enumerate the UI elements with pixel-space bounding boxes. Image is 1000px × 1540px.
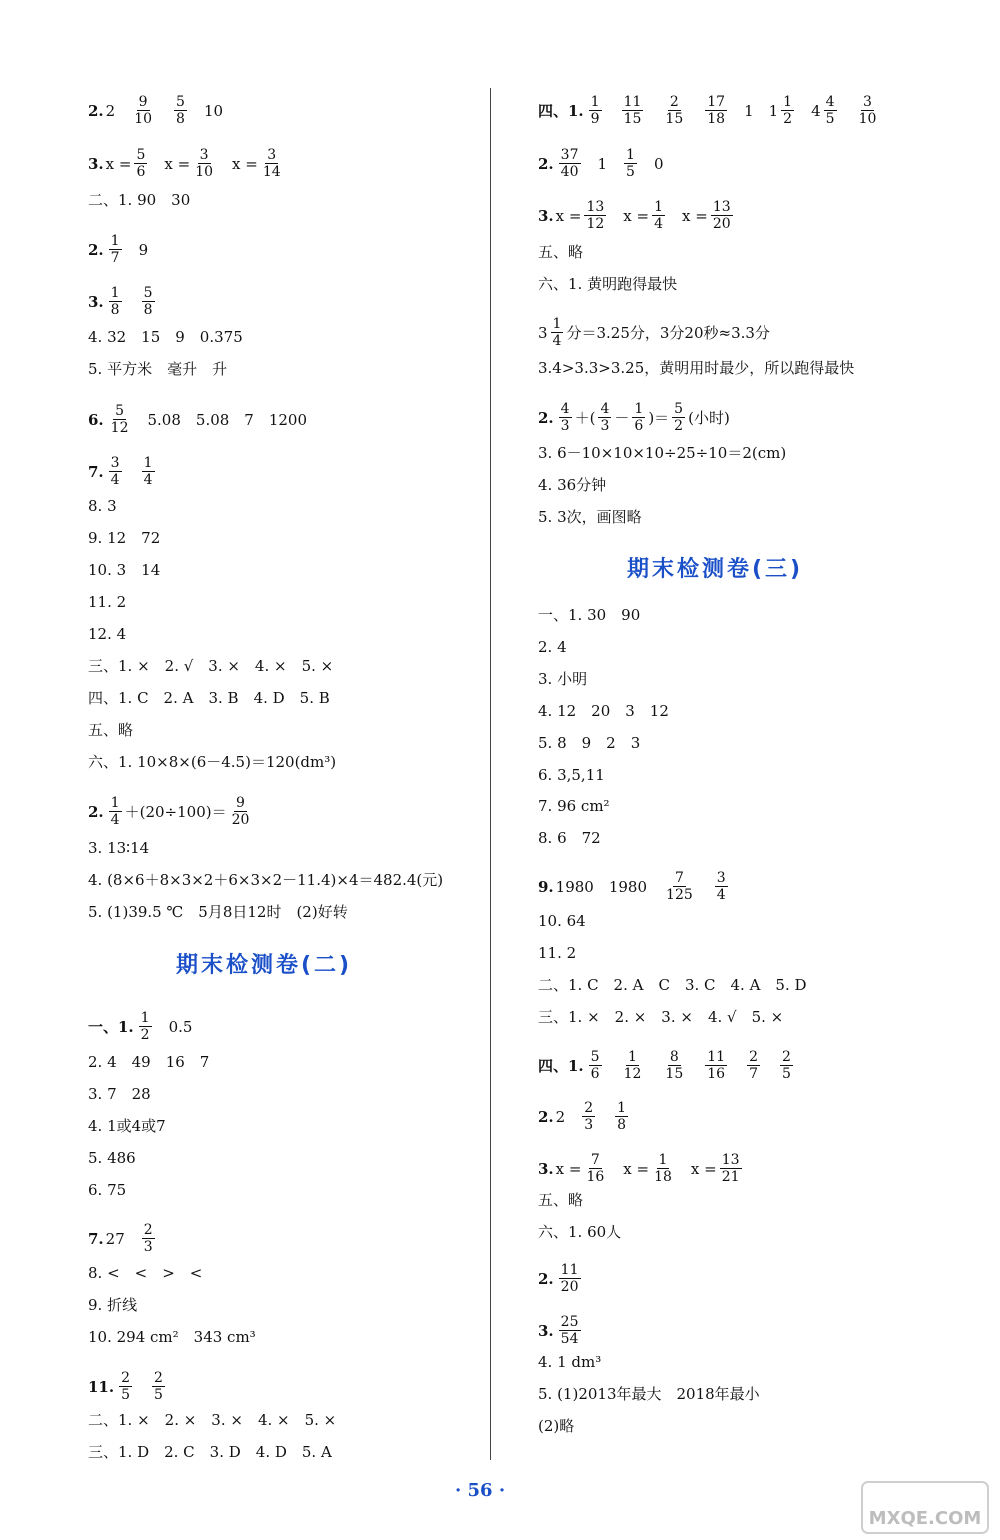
fraction: $\frac{7}{16}$ [586,1152,605,1185]
fraction: $\frac{1}{7}$ [110,233,120,266]
fraction: $\frac{1}{4}$ [143,455,153,488]
fraction: $\frac{3}{10}$ [195,147,214,180]
answer-line: 四、1. $\frac{5}{6}$ $\frac{1}{12}$ $\frac{8}{15}$ $\frac{11}{16}$ $\frac{2}{7}$ $\frac{2}{5}$ [538,1049,796,1082]
answer-line: 5. 3次，画图略 [538,508,642,526]
fraction: $\frac{2}{5}$ [154,1370,163,1403]
answer-line: 3 $\frac{1}{4}$ 分＝3.25分，3分20秒≈3.3分 [538,316,770,349]
answer-line: 2. $\frac{11}{20}$ [538,1262,579,1295]
fraction: $\frac{5}{6}$ [590,1049,600,1082]
fraction: $\frac{5}{2}$ [674,401,684,434]
fraction: $\frac{13}{21}$ [721,1152,740,1185]
section-heading: 期末检测卷(三) [627,557,804,582]
watermark-logo-icon [860,1480,990,1535]
page-number: · 56 · [455,1480,506,1501]
fraction: $\frac{7}{125}$ [666,870,693,903]
fraction: $\frac{37}{40}$ [560,147,579,180]
answer-line: 五、略 [538,243,584,261]
answer-line: 7. 96 cm² [538,797,610,815]
answer-line: (2)略 [538,1417,575,1435]
answer-line: 六、1. 60人 [538,1223,622,1241]
answer-line: 二、1. C 2. A C 3. C 4. A 5. D [538,976,807,994]
watermark-text: MXQE.COM [868,1508,982,1529]
answer-line: 9. 折线 [88,1296,138,1314]
fraction: $\frac{11}{15}$ [623,94,642,127]
answer-line: 4. 36分钟 [538,476,607,494]
fraction: $\frac{3}{14}$ [262,147,281,180]
answer-line: 5. (1)2013年最大 2018年最小 [538,1385,760,1403]
answer-line: 10. 294 cm² 343 cm³ [88,1328,256,1346]
fraction: $\frac{5}{8}$ [143,285,153,318]
fraction: $\frac{1}{4}$ [110,795,120,828]
fraction: $\frac{5}{6}$ [136,147,146,180]
answer-line: 三、1. × 2. √ 3. × 4. × 5. × [88,657,334,675]
watermark-logo [860,1480,990,1535]
answer-line: 五、略 [538,1191,584,1209]
fraction: $\frac{4}{5}$ [825,94,835,127]
answer-line: 一、1. 30 90 [538,606,641,624]
answer-line: 四、1. $\frac{1}{9}$ $\frac{11}{15}$ $\frac{2}{15}$ $\frac{17}{18}$ 1 1 $\frac{1}{2}$ 4 $\frac{4}{5}$ $\frac{3}{10}$ [538,94,877,127]
answer-line: 2. $\frac{4}{3}$ ＋( $\frac{4}{3}$ － $\frac{1}{6}$ )＝ $\frac{5}{2}$ (小时) [538,401,730,434]
answer-line: 4. 12 20 3 12 [538,702,669,720]
fraction: $\frac{2}{15}$ [665,94,684,127]
answer-line: 一、1. $\frac{1}{2}$ 0.5 [88,1010,193,1043]
answer-line: 7. $\frac{3}{4}$ $\frac{1}{4}$ [88,455,153,488]
answer-line: 3. x = $\frac{13}{12}$ x = $\frac{1}{4}$ x = $\frac{13}{20}$ [538,199,731,232]
fraction: $\frac{13}{20}$ [712,199,731,232]
fraction: $\frac{1}{5}$ [626,147,635,180]
fraction: $\frac{1}{18}$ [654,1152,672,1185]
fraction-group [586,94,730,127]
answer-line: 2. 4 49 16 7 [88,1053,210,1071]
answer-line: 12. 4 [88,625,127,643]
answer-line: 7. 27 $\frac{2}{3}$ [88,1222,153,1255]
fraction: $\frac{1}{4}$ [552,316,562,349]
fraction: $\frac{1}{9}$ [590,94,600,127]
answer-line: 8. 3 [88,497,117,515]
answer-line: 11. 2 [88,593,127,611]
answer-line: 三、1. D 2. C 3. D 4. D 5. A [88,1443,332,1461]
fraction: $\frac{4}{3}$ [600,401,610,434]
answer-line: 5. 8 9 2 3 [538,734,641,752]
answer-line: 二、1. 90 30 [88,191,191,209]
answer-line: 3.4>3.3>3.25，黄明用时最少，所以跑得最快 [538,359,855,377]
fraction: $\frac{3}{10}$ [858,94,877,127]
answer-line: 9. 1980 1980 $\frac{7}{125}$ $\frac{3}{4}$ [538,870,726,903]
answer-line: 10. 3 14 [88,561,161,579]
answer-line: 10. 64 [538,912,586,930]
answer-line: 四、1. C 2. A 3. B 4. D 5. B [88,689,330,707]
fraction: $\frac{1}{8}$ [110,285,120,318]
answer-line: 六、1. 10×8×(6－4.5)＝120(dm³) [88,753,337,771]
fraction: $\frac{1}{12}$ [623,1049,642,1082]
fraction: $\frac{9}{20}$ [231,795,250,828]
answer-line: 2. 4 [538,638,567,656]
answer-line: 9. 12 72 [88,529,161,547]
fraction: $\frac{2}{3}$ [143,1222,153,1255]
answer-line: 二、1. × 2. × 3. × 4. × 5. × [88,1411,337,1429]
answer-line: 3. 13∶14 [88,839,150,857]
fraction: $\frac{3}{4}$ [716,870,726,903]
answer-line: 3. x = $\frac{5}{6}$ x = $\frac{3}{10}$ x = $\frac{3}{14}$ [88,147,281,180]
answer-line: 五、略 [88,721,134,739]
fraction: $\frac{2}{5}$ [782,1049,791,1082]
answer-line: 3. 6－10×10×10÷25÷10＝2(cm) [538,444,787,462]
fraction: $\frac{1}{2}$ [140,1010,150,1043]
fraction-group [586,1049,796,1082]
answer-line: 2. 2 $\frac{2}{3}$ $\frac{1}{8}$ [538,1100,627,1133]
fraction: $\frac{5}{12}$ [110,403,129,436]
fraction: $\frac{13}{12}$ [586,199,605,232]
answer-line: 3. $\frac{1}{8}$ $\frac{5}{8}$ [88,285,153,318]
fraction: $\frac{1}{4}$ [654,199,664,232]
fraction: $\frac{2}{3}$ [584,1100,594,1133]
answer-line: 8. < < > < [88,1264,203,1282]
answer-line: 3. 小明 [538,670,588,688]
answer-line: 4. 32 15 9 0.375 [88,328,243,346]
fraction: $\frac{1}{6}$ [634,401,644,434]
answer-line: 6. $\frac{5}{12}$ 5.08 5.08 7 1200 [88,403,308,436]
fraction: $\frac{11}{20}$ [560,1262,579,1295]
answer-line: 六、1. 黄明跑得最快 [538,275,678,293]
answer-line: 3. 7 28 [88,1085,151,1103]
fraction: $\frac{2}{7}$ [749,1049,758,1082]
fraction: $\frac{17}{18}$ [707,94,726,127]
answer-line: 4. 1 dm³ [538,1353,602,1371]
answer-line: 6. 75 [88,1181,127,1199]
answer-line: 三、1. × 2. × 3. × 4. √ 5. × [538,1008,784,1026]
answer-line: 11. 2 [538,944,577,962]
answer-line: 3. x = $\frac{7}{16}$ x = $\frac{1}{18}$ x = $\frac{13}{21}$ [538,1152,740,1185]
answer-line: 5. 平方米 毫升 升 [88,360,228,378]
answer-line: 3. $\frac{25}{54}$ [538,1314,579,1347]
answer-line: 2. $\frac{1}{4}$ ＋(20÷100)＝ $\frac{9}{20}$ [88,795,250,828]
answer-line: 2. $\frac{1}{7}$ 9 [88,233,149,266]
answer-line: 8. 6 72 [538,829,601,847]
answer-line: 5. (1)39.5 ℃ 5月8日12时 (2)好转 [88,903,348,921]
fraction: $\frac{8}{15}$ [665,1049,684,1082]
fraction: $\frac{1}{8}$ [617,1100,627,1133]
answer-line: 4. (8×6＋8×3×2＋6×3×2－11.4)×4＝482.4(元) [88,871,444,889]
fraction: $\frac{25}{54}$ [560,1314,579,1347]
answer-line: 5. 486 [88,1149,136,1167]
fraction: $\frac{9}{10}$ [134,94,153,127]
section-heading: 期末检测卷(二) [176,953,353,978]
fraction: $\frac{5}{8}$ [176,94,185,127]
fraction: $\frac{3}{4}$ [110,455,120,488]
answer-line: 11. $\frac{2}{5}$ $\frac{2}{5}$ [88,1370,163,1403]
answer-line: 6. 3,5,11 [538,766,605,784]
column-divider [490,88,491,1460]
fraction: $\frac{4}{3}$ [560,401,570,434]
answer-line: 2. 2 $\frac{9}{10}$ $\frac{5}{8}$ 10 [88,94,224,127]
fraction: $\frac{11}{16}$ [707,1049,726,1082]
fraction: $\frac{2}{5}$ [121,1370,131,1403]
fraction: $\frac{1}{2}$ [783,94,793,127]
answer-line: 2. $\frac{37}{40}$ 1 $\frac{1}{5}$ 0 [538,147,664,180]
answer-line: 4. 1或4或7 [88,1117,166,1135]
